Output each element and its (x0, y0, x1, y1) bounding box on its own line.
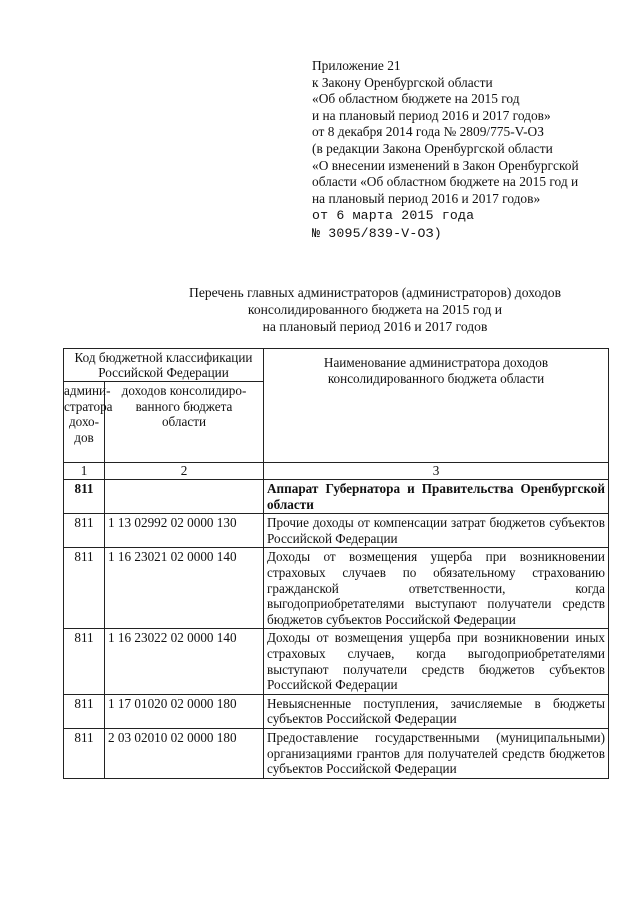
column-number: 1 (64, 463, 105, 480)
admin-name-cell: Аппарат Губернатора и Правительства Оренбургской области (264, 480, 609, 514)
income-name-cell: Доходы от возмещения ущерба при возникновении иных страховых случаев, когда выгодоприобретателями выступают получатели средств бюджетов субъектов Российской Федерации (264, 629, 609, 694)
header-line: от 8 декабря 2014 года № 2809/775-V-ОЗ (312, 124, 544, 140)
title-line: на плановый период 2016 и 2017 годов (262, 318, 488, 334)
table-row (64, 694, 609, 728)
column-number: 2 (105, 463, 264, 480)
header-line: (в редакции Закона Оренбургской области (312, 140, 553, 156)
document-title (150, 285, 600, 335)
income-name-cell: Прочие доходы от компенсации затрат бюджетов субъектов Российской Федерации (264, 514, 609, 548)
title-line: консолидированного бюджета на 2015 год и (247, 301, 503, 317)
table-header-row (64, 349, 609, 382)
title-line: Перечень главных администраторов (администраторов) доходов (189, 285, 561, 300)
income-code-cell: 1 16 23021 02 0000 140 (105, 548, 264, 629)
admin-code-cell: 811 (64, 548, 105, 629)
amendment-number: № 3095/839-V-ОЗ) (312, 226, 442, 242)
header-line: и на плановый период 2016 и 2017 годов» (312, 107, 551, 123)
income-name-cell: Предоставление государственными (муниципальными) организациями грантов для получателей средств бюджетов субъектов Российской Федерации (264, 728, 609, 778)
amendment-date: от 6 марта 2015 года (312, 208, 475, 224)
income-code-cell: 1 13 02992 02 0000 130 (105, 514, 264, 548)
admin-code-cell: 811 (64, 514, 105, 548)
income-code-cell: 2 03 02010 02 0000 180 (105, 728, 264, 778)
admin-code-cell: 811 (64, 629, 105, 694)
table-row (64, 514, 609, 548)
header-admin-code: админи-стратора дохо-дов (64, 382, 105, 463)
header-line: «О внесении изменений в Закон Оренбургской (312, 157, 579, 173)
income-code-cell (105, 480, 264, 514)
table-row (64, 728, 609, 778)
income-name-cell: Невыясненные поступления, зачисляемые в бюджеты субъектов Российской Федерации (264, 694, 609, 728)
income-code-cell: 1 16 23022 02 0000 140 (105, 629, 264, 694)
header-line: Приложение 21 (312, 58, 401, 73)
header-code-group: Код бюджетной классификации Российской Федерации (64, 349, 264, 382)
table-row (64, 480, 609, 514)
admin-code-cell: 811 (64, 480, 105, 514)
administrators-table (63, 348, 609, 779)
table-row (64, 629, 609, 694)
header-admin-name: Наименование администратора доходов консолидированного бюджета области (264, 349, 609, 463)
column-number: 3 (264, 463, 609, 480)
admin-code-cell: 811 (64, 728, 105, 778)
column-number-row (64, 463, 609, 480)
appendix-header (312, 58, 632, 243)
header-line: «Об областном бюджете на 2015 год (312, 91, 520, 107)
table-row (64, 548, 609, 629)
header-line: на плановый период 2016 и 2017 годов» (312, 190, 541, 206)
income-code-cell: 1 17 01020 02 0000 180 (105, 694, 264, 728)
header-line: области «Об областном бюджете на 2015 год и (312, 174, 579, 190)
header-line: к Закону Оренбургской области (312, 74, 493, 90)
header-income-code: доходов консолидиро-ванного бюджета области (105, 382, 264, 463)
income-name-cell: Доходы от возмещения ущерба при возникновении страховых случаев по обязательному страхованию гражданской ответственности, когда выгодоприобретателями выступают получатели средств бюджетов субъектов Российской Федерации (264, 548, 609, 629)
admin-code-cell: 811 (64, 694, 105, 728)
